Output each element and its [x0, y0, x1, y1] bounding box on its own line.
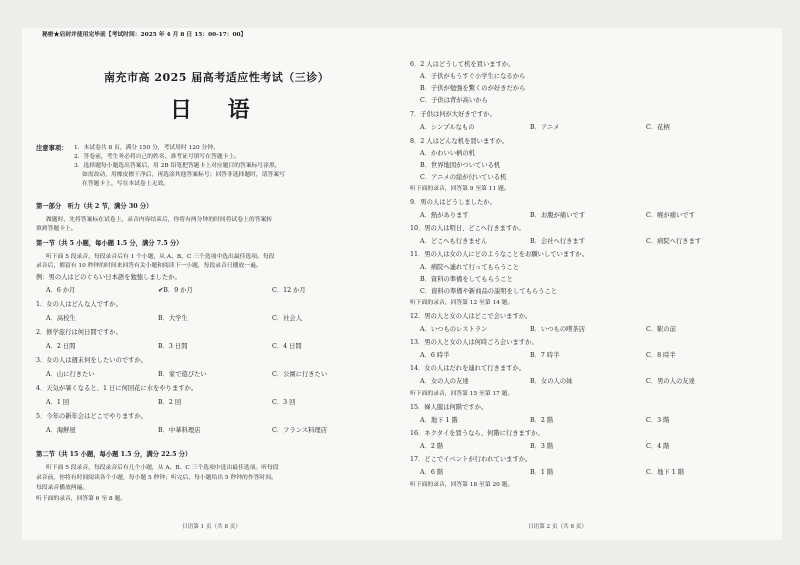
- listening-instruction: 听下面的录音，回答第 9 至第 11 题。: [410, 186, 510, 192]
- option-b: B．世界地図がついている机: [420, 162, 501, 169]
- option-a: A．6 階: [420, 469, 444, 476]
- option-c: C．アニメの絵が付いている机: [420, 174, 507, 181]
- section2-desc-line: 录音前，你将有时间阅读各个小题，每小题 5 秒钟；听完后，每小题给出 5 秒钟的作答时间。: [36, 475, 277, 481]
- option-b: B．7 時半: [530, 352, 560, 359]
- option-c: C．公園に行きたい: [272, 371, 328, 378]
- option-a: A．山に行きたい: [46, 371, 95, 378]
- option-b: B．女の人の妹: [530, 378, 573, 385]
- question: 1．女の人はどんな人ですか。: [36, 301, 122, 308]
- option-a: A．1 回: [46, 399, 70, 406]
- option-c: C．子供は背が高いから: [420, 97, 488, 104]
- exam-sheet: [22, 28, 782, 540]
- section2-desc-line: 听下面 5 段录音，每段录音后有几个小题，从 A、B、C 三个选项中选出最佳选项。听每段: [46, 465, 279, 471]
- question: 2．修学旅行は何日間ですか。: [36, 329, 122, 336]
- option-a: A．かわいい柄の机: [420, 150, 475, 157]
- option-c: C．8 時半: [646, 352, 676, 359]
- option-a: A．女の人の友達: [420, 378, 469, 385]
- option-b: B．いつもの喫茶店: [530, 326, 586, 333]
- question: 12．男の人と女の人はどこで会いますか。: [410, 313, 532, 320]
- confidential-header: 秘密★启封并使用完毕前【考试时间：2025 年 4 月 8 日 15：00-17：00】: [42, 32, 247, 38]
- option-b: B．2 階: [530, 417, 554, 424]
- option-a: A．どこへも行きません: [420, 238, 488, 245]
- subject-title: 日 语: [170, 97, 264, 123]
- option-c: C．4 日間: [272, 343, 302, 350]
- option-c: C．喉が痛いです: [646, 212, 695, 219]
- option-c: C．3 階: [646, 417, 670, 424]
- option-a: A．2 日間: [46, 343, 76, 350]
- question: 14．女の人はだれを連れて行きますか。: [410, 365, 526, 372]
- option-a: A．シンプルなもの: [420, 124, 475, 131]
- option-b: B．3 階: [530, 443, 554, 450]
- question: 6．2 人はどうして机を買いますか。: [410, 61, 515, 68]
- listening-instruction: 听下面的录音，回答第 6 至 8 题。: [36, 496, 127, 502]
- question: 10．男の人は明日、どこへ行きますか。: [410, 225, 525, 232]
- question: 15．婦人服は何階ですか。: [410, 404, 488, 411]
- notice-line: 1．本试卷共 8 页，满分 150 分，考试用时 120 分钟。: [74, 145, 219, 151]
- part1-desc-line: 做题时，先将答案标在试卷上，录音内容结束后，你将有两分钟的时间将试卷上的答案转: [46, 217, 273, 223]
- question: 7．子供は何が大好きですか。: [410, 111, 496, 118]
- option-a: A．高校生: [46, 315, 76, 322]
- question: 13．男の人と女の人は何時ごろ会いますか。: [410, 339, 538, 346]
- notice-line: 在答题卡上，写在本试卷上无效。: [82, 181, 169, 187]
- option-b: B．2 回: [158, 399, 182, 406]
- option-b: B．会社へ行きます: [530, 238, 586, 245]
- section2-heading: 第二节（共 15 小题，每小题 1.5 分，满分 22.5 分）: [36, 451, 192, 458]
- option-b: B．資料の準備をしてもらうこと: [420, 276, 513, 283]
- exam-title: 南充市高 2025 届高考适应性考试（三诊）: [104, 71, 330, 84]
- section1-heading: 第一节（共 5 小题，每小题 1.5 分，满分 7.5 分）: [36, 240, 183, 247]
- option-b: B．中華料理店: [158, 427, 201, 434]
- option-c: C．フランス料理店: [272, 427, 328, 434]
- option-c: C．病院へ行きます: [646, 238, 702, 245]
- option-c: C．地下 1 階: [646, 469, 685, 476]
- option-b: B．子供が勉強を驚くのが好きだから: [420, 85, 526, 92]
- option-a: A．病院へ連れて行ってもらうこと: [420, 264, 520, 271]
- section1-desc-line: 听下面 5 段录音，每段录音后有 1 个小题，从 A、B、C 三个选项中选出最佳选项。每段: [46, 254, 275, 260]
- option-b: B．3 日間: [158, 343, 188, 350]
- section1-desc-line: 录音后，都留有 10 秒钟的时间来回答有关小题和阅读下一小题，每段录音只播放一遍。: [36, 263, 262, 269]
- option-a: A．地下 1 階: [420, 417, 458, 424]
- notice-line: 2．答卷前，考生务必将自己的姓名、准考证号填写在答题卡上。: [74, 154, 241, 160]
- listening-instruction: 听下面的录音，回答第 18 至第 20 题。: [410, 482, 514, 488]
- section2-desc-line: 每段录音播放两遍。: [36, 485, 89, 491]
- example-option: A．6 か月: [46, 287, 76, 294]
- option-c: C．3 回: [272, 399, 296, 406]
- page-footer: 日语第 2 页（共 8 页）: [528, 524, 587, 530]
- question: 4．天気が暑くなると、1 日に何回花に水をやりますか。: [36, 385, 198, 392]
- option-a: A．6 時半: [420, 352, 450, 359]
- notice-line: 如需改动，用橡皮擦干净后，再选涂其他答案标号；回答非选择题时，请答案写: [82, 172, 285, 178]
- option-b: B．お腹が痛いです: [530, 212, 586, 219]
- notice-line: 3．选择题每小题选出答案后，用 2B 铅笔把答题卡上对应题目的答案标号涂黑，: [74, 163, 281, 169]
- example-option-answer: ✔B．9 か月: [158, 287, 193, 294]
- option-c: C．花柄: [646, 124, 670, 131]
- part1-desc-line: 填到答题卡上。: [36, 226, 77, 232]
- option-a: A．2 階: [420, 443, 444, 450]
- example-question: 例：男の人はどのぐらい日本語を勉強しましたか。: [36, 274, 181, 281]
- option-b: B．アニメ: [530, 124, 560, 131]
- option-a: A．海鮮屋: [46, 427, 76, 434]
- question: 8．2 人はどんな机を買いますか。: [410, 138, 509, 145]
- option-a: A．熱があります: [420, 212, 469, 219]
- option-b: B．1 階: [530, 469, 554, 476]
- option-c: C．資料の準備や新商品の説明をしてもらうこと: [420, 288, 558, 295]
- option-c: C．駅の前: [646, 326, 677, 333]
- listening-instruction: 听下面的录音，回答第 15 至第 17 题。: [410, 391, 514, 397]
- question: 5．今年の新年会はどこでやりますか。: [36, 413, 148, 420]
- option-b: B．家で遊びたい: [158, 371, 207, 378]
- question: 3．女の人は週末何をしたいのですか。: [36, 357, 148, 364]
- question: 9．男の人はどうしましたか。: [410, 199, 496, 206]
- page-footer: 日语第 1 页（共 8 页）: [182, 524, 241, 530]
- question: 17．どこでイベントが行われていますか。: [410, 456, 532, 463]
- option-c: C．4 階: [646, 443, 670, 450]
- option-a: A．いつものレストラン: [420, 326, 488, 333]
- listening-instruction: 听下面的录音，回答第 12 至第 14 题。: [410, 300, 514, 306]
- notice-label: 注意事项：: [36, 145, 68, 152]
- option-c: C．社会人: [272, 315, 303, 322]
- part1-heading: 第一部分 听力（共 2 节，满分 30 分）: [36, 203, 153, 210]
- question: 11．男の人は女の人にどのようなことをお願いしていますか。: [410, 251, 589, 258]
- option-a: A．子供がもうすぐ小学生になるから: [420, 73, 526, 80]
- option-b: B．大学生: [158, 315, 188, 322]
- example-option: C．12 か月: [272, 287, 306, 294]
- option-c: C．男の人の友達: [646, 378, 695, 385]
- question: 16．ネクタイを買うなら、何階に行きますか。: [410, 430, 544, 437]
